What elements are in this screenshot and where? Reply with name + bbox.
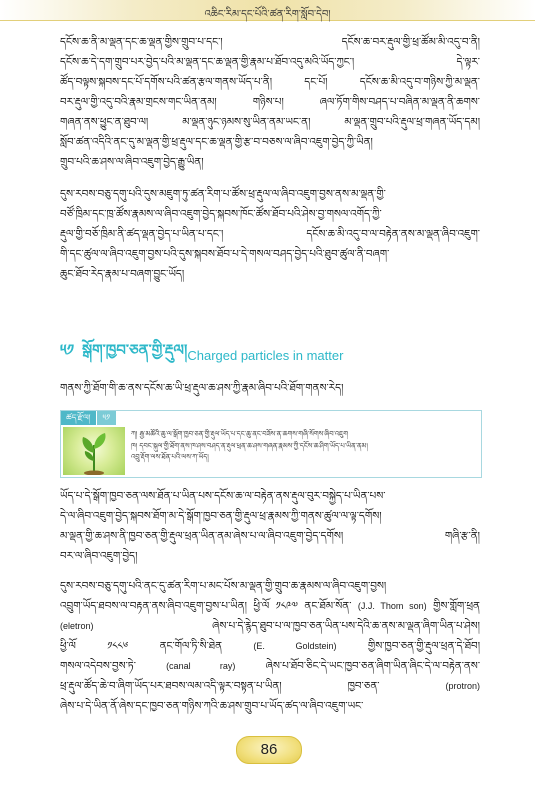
fourth-paragraph bbox=[60, 576, 480, 716]
english-term: (eletron) bbox=[60, 621, 94, 631]
text-line: གསལ་འདེབས་བྱས་ཏེ་ (canal ray) ཞེས་པ་ཐོབ་ཅིང་དེ་ཡང་ཁྱབ་ཅན་ཞིག་ཡིན་ཞིང་དེ་ལ་བརྟེན་ནས་ bbox=[60, 660, 480, 672]
callout-line: ཀ། རྒྱ་མཚོའི་ཆུ་ལ་སྒོག་ཁྱབ་ཅན་གྱི་རྡུལ་ཡོད་པ་དང་ཆུ་ནང་བཟོས་ན་ཆགས་གཞི་སོགས་ཞིབ་འཇུག bbox=[131, 430, 348, 438]
section-number: ༥༡ bbox=[60, 341, 74, 359]
header-title: འཆིང་རིམ་དང་པོའི་ཚན་རིག་སློབ་དེབ། bbox=[204, 9, 331, 20]
text-line: འབྲུག་ཡོད་ཐབས་ལ་བརྟན་ནས་ཞིབ་འཇུག་བྱས་པ་ཡིན། ཕྱི་ལོ ༡༨༩༧ ནང་ཐོམ་སོན་ (J.J. Thom son) གྱིས་གློག་ཕྲན bbox=[60, 600, 480, 612]
callout-line: འབྲུ་རྡོག་ལས་ཐོན་པའི་ལས་ཀ་ཡོད། bbox=[131, 453, 209, 461]
page-header bbox=[0, 0, 535, 21]
text-line: རྡུལ་གྱི་བཅོ་ཁྲིམ་ནི་ཚད་ལྡན་བྱེད་པ་ཡིན་པ་དང་། དངོས་ཆ་མི་འདུ་བ་ལ་བརྟེན་ནས་མ་ལྡན་ཞིབ་འཇུག་ bbox=[60, 228, 480, 240]
seedling-icon bbox=[63, 427, 125, 475]
callout-tab-label: ཚད་རྫོལ། bbox=[61, 411, 96, 425]
english-term: (J.J. Thom son) bbox=[357, 601, 427, 611]
third-paragraph bbox=[60, 486, 480, 566]
text-line: དུས་རབས་བཅུ་དགུ་པའི་དུས་མཇུག་ཏུ་ཚན་རིག་པ་ཚོས་ཕྲ་རྡུལ་ལ་ཞིབ་འཇུག་བྱས་ནས་མ་ལྡན་གྱི་ bbox=[60, 188, 386, 200]
callout-text bbox=[131, 429, 473, 464]
callout-tab-number: ༥༡ bbox=[97, 411, 116, 425]
text-line: དུས་རབས་བཅུ་དགུ་པའི་ནང་དུ་ཚན་རིག་པ་མང་པོས་མ་ལྡན་གྱི་གྲུབ་ཆ་རྣམས་ལ་ཞིབ་འཇུག་བྱས། bbox=[60, 580, 387, 592]
intro-paragraph bbox=[60, 32, 480, 172]
text-line: ཡོད་པ་དེ་སྒོག་ཁྱབ་ཅན་ལས་ཐོན་པ་ཡིན་པས་དངོས་ཆ་ལ་བརྟེན་ནས་རྡུལ་བུར་བསྐྱེད་པ་ཡིན་པས་ bbox=[60, 490, 386, 502]
text-line: ཕྱི་ལོ ༡༨༨༦ ནང་གོལ་ཏི་སི་ཐེན (E. Goldstein) གྱིས་ཁྱབ་ཅན་གྱི་རྡུལ་ཕྲན་དེ་ཐོབ། bbox=[60, 640, 480, 652]
callout-line: ཁ། དབང་སྐུལ་གྱི་ཐོག་ནས་ཁ་ཤས་བཤད་ན་རྡུལ་ཕྲན་ཆ་ཤས་གཞན་རྣམས་ཀྱི་དངོས་ཆ་ཤིག་ཡོད་པ་ཡིན་ནམ། bbox=[131, 441, 368, 450]
text-line: དངོས་ཆ་ནི་མ་ལྡན་དང་ཆ་ལྡན་གྱིས་གྲུབ་པ་དང་། དངོས་ཆ་བར་རྡུལ་གྱི་ཕྲ་ཚོམ་མི་འདུ་བ་ནི། bbox=[60, 36, 480, 48]
text-line: བར་རྡུལ་གྱི་འདུ་བའི་རྣམ་གྲངས་གང་ཡིན་ནམ། གཉིས་པ། ཞལ་ཏོག་གིས་བཤད་པ་བཞིན་མ་ལྡན་ནི་ཆགས་ bbox=[60, 96, 480, 108]
callout-tab bbox=[61, 411, 116, 425]
text-line: དངོས་ཆ་དེ་དག་གྲུབ་པར་བྱེད་པའི་མ་ལྡན་དང་ཆ་ལྡན་གྱི་རྣམ་པ་ཐོབ་འདུ་མའི་ཡོད་ཀྱང་། དེ་ལྟར་ bbox=[60, 56, 480, 68]
text-line: ཕྲ་རྡུལ་ཚོད་ཆེ་བ་ཞིག་ཡོད་པར་ཐབས་ལམ་འདི་ལྟར་བསྟན་པ་ཡིན། ཁྱབ་ཅན་ (protron) bbox=[60, 680, 480, 692]
english-term: (protron) bbox=[445, 681, 480, 691]
text-line: ཆུང་ཐོབ་རེད་རྣམ་པ་བཞག་བྱུང་ཡོད། bbox=[60, 268, 185, 280]
text-line: ཚོད་བལྟས་སྐབས་དང་པོ་དགོས་པའི་ཚན་རྩལ་གནས་ཡོད་པ་ནི། དང་པོ། དངོས་ཆ་མི་འདུ་བ་གཉིས་ཀྱི་མ་ལྡན་ bbox=[60, 76, 480, 88]
text-line: བཙོ་ཁྲིམ་དང་ཁྲ་ཚོས་རྣམས་ལ་ཞིབ་འཇུག་བྱེད་སྐབས་ཁོང་ཚོས་ཐོབ་པའི་ཤེས་བྱ་གསལ་འགོད་ཀྱི་ bbox=[60, 208, 382, 220]
text-line: དེ་ལ་ཞིབ་འཇུག་བྱེད་སྐབས་ཐོག་མ་དེ་སྒོག་ཁྱབ་ཅན་གྱི་རྡུལ་ཕྲ་རྣམས་ཀྱི་གནས་ཚུལ་ལ་ལྟ་དགོས། bbox=[60, 510, 382, 522]
text-line: གཞན་ནས་ཕྱུང་ན་ཐུབ་ལ། མ་ལྡན་ཉུང་ཉམས་སུ་ཡིན་ནམ་ཡང་ན། མ་ལྡན་གྲུབ་པའི་རྡུལ་ཕྲ་གཞན་ཡོད་དམ། bbox=[60, 116, 480, 128]
text-line: བར་ལ་ཞིབ་འཇུག་བྱེད། bbox=[60, 550, 138, 562]
lead-sentence: གནས་ཀྱི་ཐོག་གི་ཆ་ནས་དངོས་ཆ་ཡི་ཕྲ་རྡུལ་ཆ་ཤས་ཀྱི་རྣམ་ཞིབ་པའི་ཐོག་གནས་རེད། bbox=[60, 382, 344, 394]
text-line: གྲུབ་པའི་ཆ་ཤས་ལ་ཞིབ་འཇུག་བྱེད་རྒྱུ་ཡིན། bbox=[60, 156, 204, 168]
section-title-english: Charged particles in matter bbox=[187, 347, 344, 363]
text-line: མ་ལྡན་གྱི་ཆ་ཤས་ནི་ཁྱབ་ཅན་གྱི་རྡུལ་ཕྲན་ཡིན་ནམ་ཞེས་པ་ལ་ཞིབ་འཇུག་བྱེད་དགོས། གཞི་རྩ་ནི། bbox=[60, 530, 480, 542]
activity-callout bbox=[60, 410, 482, 478]
text-line: གི་དང་ཚུལ་ལ་ཞིབ་འཇུག་བྱས་པའི་དུས་སྐབས་ཐོབ་པ་དེ་གསལ་བཤད་བྱེད་པའི་ཐུབ་ཚུལ་ནི་བཞག་ bbox=[60, 248, 390, 260]
page-number: 86 bbox=[236, 736, 302, 764]
text-line: (eletron) ཞེས་པ་དེ་རྙེད་ཐུབ་པ་ལ་ཁྱབ་ཅན་ཡིན་པས་དེའི་ཆ་ནས་མ་ལྡན་ཞིག་ཡིན་པ་ཤེས། bbox=[60, 620, 480, 632]
section-heading bbox=[60, 342, 343, 368]
second-paragraph bbox=[60, 184, 480, 284]
text-line: ཞེས་པ་དེ་ཡིན་ནོ་ཞེས་དང་ཁྱབ་ཅན་གཉིས་ཀའི་ཆ་ཤས་གྲུབ་པ་ཡོད་ཚད་ལ་ཞིབ་འཇུག་ཡང་ bbox=[60, 700, 364, 712]
english-term: (canal ray) bbox=[166, 661, 236, 671]
english-term: (E. Goldstein) bbox=[253, 641, 337, 651]
section-title-tibetan: སྒོག་ཁྱབ་ཅན་གྱི་རྡུལ། bbox=[81, 341, 188, 359]
lead-sentence-block bbox=[60, 378, 480, 398]
text-line: སློབ་ཚན་འདིའི་ནང་དུ་མ་ལྡན་གྱི་ཕྲ་རྡུལ་དང་ཆ་ལྡན་གྱི་རྩ་བ་བཅས་ལ་ཞིབ་འཇུག་བྱེད་ཀྱི་ཡིན། bbox=[60, 136, 373, 148]
